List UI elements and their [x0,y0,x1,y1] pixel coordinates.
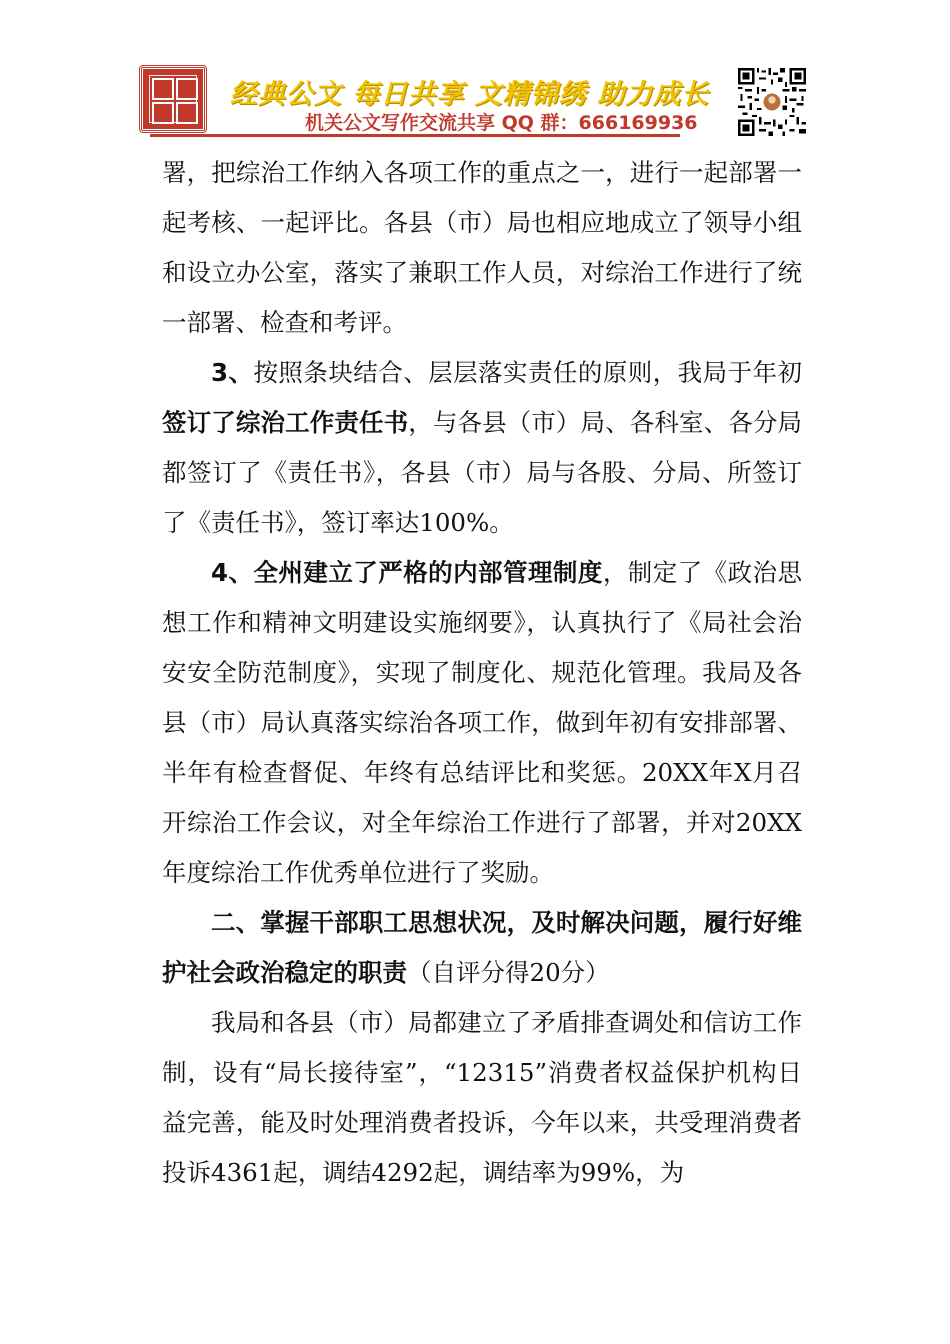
section-heading-text: 二、掌握干部职工思想状况，及时解决问题，履行好维护社会政治稳定的职责 [162,908,802,987]
section-heading-2 [162,898,802,998]
paragraph-text: ，与各县（市）局、各科室、各分局都签订了《责任书》，各县（市）局与各股、分局、所签订了《责任书》，签订率达100%。 [162,408,803,537]
seal-logo [140,66,206,132]
paragraph-continued: 署，把综治工作纳入各项工作的重点之一，进行一起部署一起考核、一起评比。各县（市）局也相应地成立了领导小组和设立办公室，落实了兼职工作人员，对综治工作进行了统一部署、检查和考评。 [162,158,802,337]
emphasis-text: 4、全州建立了严格的内部管理制度 [211,558,603,587]
paragraph-text: 按照条块结合、层层落实责任的原则，我局于年初 [253,358,802,387]
header-qq-group: 机关公文写作交流共享 QQ 群：666169936 [305,112,698,134]
paragraph-item-3 [162,348,802,548]
header-divider [150,134,680,137]
paragraph-section-2: 我局和各县（市）局都建立了矛盾排查调处和信访工作制，设有“局长接待室”，“12315”消费者权益保护机构日益完善，能及时处理消费者投诉，今年以来，共受理消费者投诉4361起，调结4292起，调结率为99%，为 [162,1008,802,1187]
header-slogan: 经典公文 每日共享 文精锦绣 助力成长 [230,79,710,110]
paragraph-text: ，制定了《政治思想工作和精神文明建设实施纲要》，认真执行了《局社会治安安全防范制度》，实现了制度化、规范化管理。我局及各县（市）局认真落实综治各项工作，做到年初有安排部署、半年有检查督促、年终有总结评比和奖惩。20XX年X月召开综治工作会议，对全年综治工作进行了部署，并对20XX年度综治工作优秀单位进行了奖励。 [162,558,803,887]
qr-code-icon [738,68,806,136]
emphasis-text: 签订了综治工作责任书 [162,408,409,437]
paragraph-item-4 [162,548,802,898]
item-number: 3、 [211,358,254,387]
page-header [140,62,812,140]
document-body [162,148,802,1198]
self-score-note: （自评分得20分） [407,958,610,987]
